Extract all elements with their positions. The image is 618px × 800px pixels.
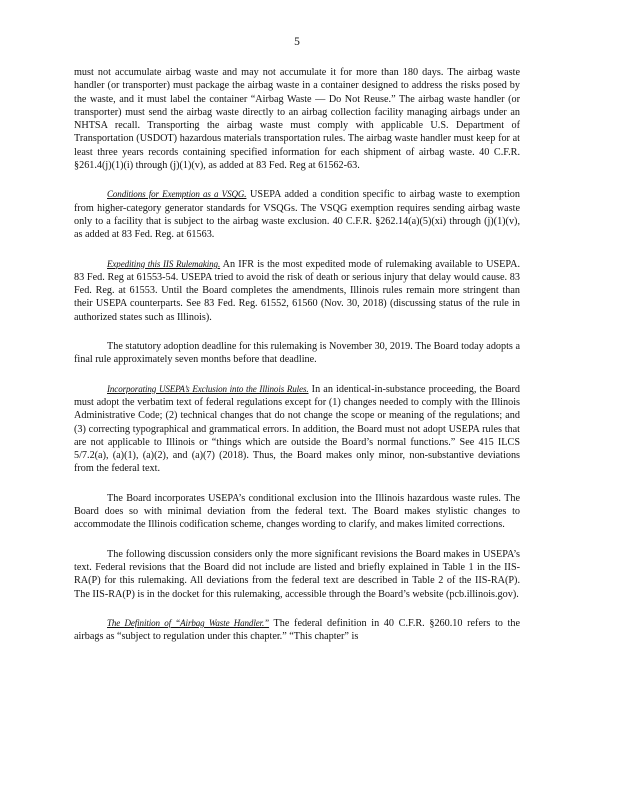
paragraph-definition-body: The federal definition in 40 C.F.R. §260.10 refers to the airbags as “subject to regulation under this chapter.” “This chapter” is bbox=[74, 617, 520, 643]
paragraph-definition-handler bbox=[74, 617, 520, 644]
paragraph-airbag-handler-requirements: must not accumulate airbag waste and may not accumulate it for more than 180 days. The airbag waste handler (or transporter) must package the airbag waste in a container designed to address the risks posed by the waste, and it must label the container “Airbag Waste — Do Not Reuse.” The airbag waste handler (or transporter) must send the airbag waste directly to an airbag collection facility managing airbags under an NHTSA recall. Transporting the airbag waste must comply with applicable U.S. Department of Transportation (USDOT) hazardous materials transportation rules. The airbag waste handler must keep for at least three years records containing specified information for each shipment of airbag waste. 40 C.F.R. §261.4(j)(1)(i) through (j)(1)(v), as added at 83 Fed. Reg at 61562-63. bbox=[74, 67, 520, 172]
paragraph-vsqg-conditions bbox=[74, 188, 520, 241]
paragraph-adoption-deadline: The statutory adoption deadline for this rulemaking is November 30, 2019. The Board today adopts a final rule approximately seven months before that deadline. bbox=[74, 341, 520, 366]
paragraph-following-discussion: The following discussion considers only the more significant revisions the Board makes in USEPA’s text. Federal revisions that the Board did not include are listed and briefly explained in Table 1 in the IIS-RA(P) for this rulemaking. All deviations from the federal text are described in Table 2 of the IIS-RA(P). The IIS-RA(P) is in the docket for this rulemaking, accessible through the Board’s website (pcb.illinois.gov). bbox=[74, 548, 520, 600]
paragraph-expediting bbox=[74, 258, 520, 324]
paragraph-incorporating-body: In an identical-in-substance proceeding, the Board must adopt the verbatim text of federal regulations except for (1) changes needed to comply with the Illinois Administrative Code; (2) technical changes that do not change the scope or meaning of the regulations; and (3) correcting typographical and grammatical errors. In addition, the Board must not adopt USEPA rules that are not applicable to Illinois or “things which are outside the Board’s normal functions.” See 415 ILCS 5/7.2(a), (a)(1), (a)(2), and (a)(7) (2018). Thus, the Board makes only minor, non-substantive deviations from the federal text. bbox=[74, 383, 521, 475]
paragraph-vsqg-body: USEPA added a condition specific to airbag waste to exemption from higher-category generator standards for VSQGs. The VSQG exemption requires sending airbag waste only to a facility that is subject to the airbag waste exclusion. 40 C.F.R. §262.14(a)(5)(xi) through (j)(1)(v), as added at 83 Fed. Reg. at 61563. bbox=[74, 189, 520, 241]
document-page bbox=[74, 36, 520, 659]
paragraph-expediting-body: An IFR is the most expedited mode of rulemaking available to USEPA. 83 Fed. Reg at 61553-54. USEPA tried to avoid the risk of death or serious injury that delay would cause. 83 Fed. Reg. at 61553. Until the Board completes the amendments, Illinois rules remain more stringent than their USEPA counterparts. See 83 Fed. Reg. 61552, 61560 (Nov. 30, 2018) (discussing status of the rule in authorized states such as Illinois). bbox=[74, 258, 520, 323]
page-number: 5 bbox=[294, 36, 300, 48]
heading-definition-handler: The Definition of “Airbag Waste Handler.” bbox=[107, 617, 270, 628]
heading-conditions-vsqg: Conditions for Exemption as a VSQG. bbox=[107, 189, 247, 200]
paragraph-conditional-exclusion: The Board incorporates USEPA’s conditional exclusion into the Illinois hazardous waste rules. The Board does so with minimal deviation from the federal text. The Board makes stylistic changes to accommodate the Illinois codification scheme, changes wording to clarify, and makes limited corrections. bbox=[74, 492, 520, 531]
heading-expediting: Expediting this IIS Rulemaking. bbox=[107, 258, 221, 269]
heading-incorporating: Incorporating USEPA’s Exclusion into the Illinois Rules. bbox=[107, 383, 309, 394]
paragraph-incorporating bbox=[74, 383, 520, 476]
